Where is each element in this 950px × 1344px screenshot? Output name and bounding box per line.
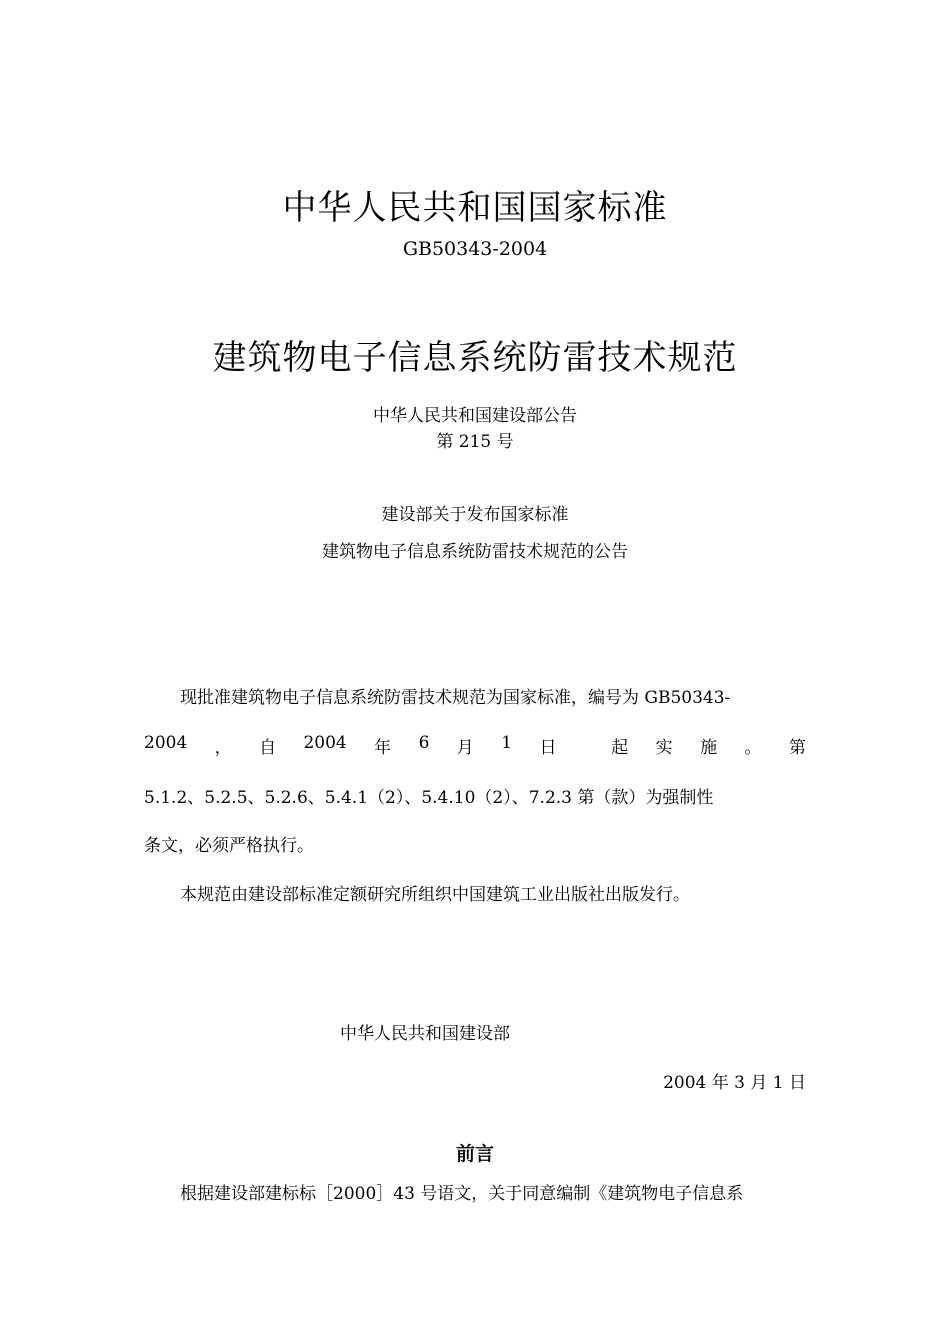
justified-token: 1 xyxy=(501,733,513,753)
justified-token: ， xyxy=(214,738,232,758)
justified-token: 实 xyxy=(655,738,673,758)
justified-token: 自 xyxy=(259,738,277,758)
preface-title: 前言 xyxy=(455,1143,494,1165)
paragraph-1-line-4: 条文，必须严格执行。 xyxy=(144,836,314,856)
paragraph-1-line-1 xyxy=(144,683,806,708)
standard-title: 中华人民共和国国家标准 xyxy=(282,188,668,228)
paragraph-text: 根据建设部建标标［2000］43 号语文，关于同意编制《建筑物电子信息系 xyxy=(180,1184,744,1204)
notice-heading-line1: 建设部关于发布国家标准 xyxy=(381,505,569,525)
justified-token: 施 xyxy=(700,738,718,758)
notice-number: 第 215 号 xyxy=(436,432,514,452)
signature-org: 中华人民共和国建设部 xyxy=(340,1024,510,1044)
justified-token: 6 xyxy=(418,733,430,753)
justified-token: 日 xyxy=(539,738,557,758)
signature-date: 2004 年 3 月 1 日 xyxy=(663,1073,806,1093)
paragraph-1-line-3: 5.1.2、5.2.5、5.2.6、5.4.1（2）、5.4.10（2）、7.2.3 第（款）为强制性 xyxy=(144,788,714,808)
paragraph-text: 现批准建筑物电子信息系统防雷技术规范为国家标准，编号为 GB50343- xyxy=(180,688,731,708)
paragraph-text: 本规范由建设部标准定额研究所组织中国建筑工业出版社出版发行。 xyxy=(180,885,690,905)
paragraph-2 xyxy=(144,880,806,905)
justified-row xyxy=(144,733,806,758)
justified-token: 第 xyxy=(788,738,806,758)
standard-code: GB50343-2004 xyxy=(402,238,548,260)
notice-heading-line2: 建筑物电子信息系统防雷技术规范的公告 xyxy=(322,542,628,562)
notice-issuer: 中华人民共和国建设部公告 xyxy=(373,406,577,426)
preface-first-line xyxy=(144,1179,806,1204)
justified-token: 。 xyxy=(744,738,762,758)
paragraph-1-line-2 xyxy=(144,733,806,758)
justified-token: 2004 xyxy=(303,733,347,753)
justified-token: 月 xyxy=(456,738,474,758)
document-title: 建筑物电子信息系统防雷技术规范 xyxy=(212,338,738,378)
justified-token: 年 xyxy=(374,738,392,758)
justified-token: 2004 xyxy=(144,733,188,753)
justified-token: 起 xyxy=(611,738,629,758)
